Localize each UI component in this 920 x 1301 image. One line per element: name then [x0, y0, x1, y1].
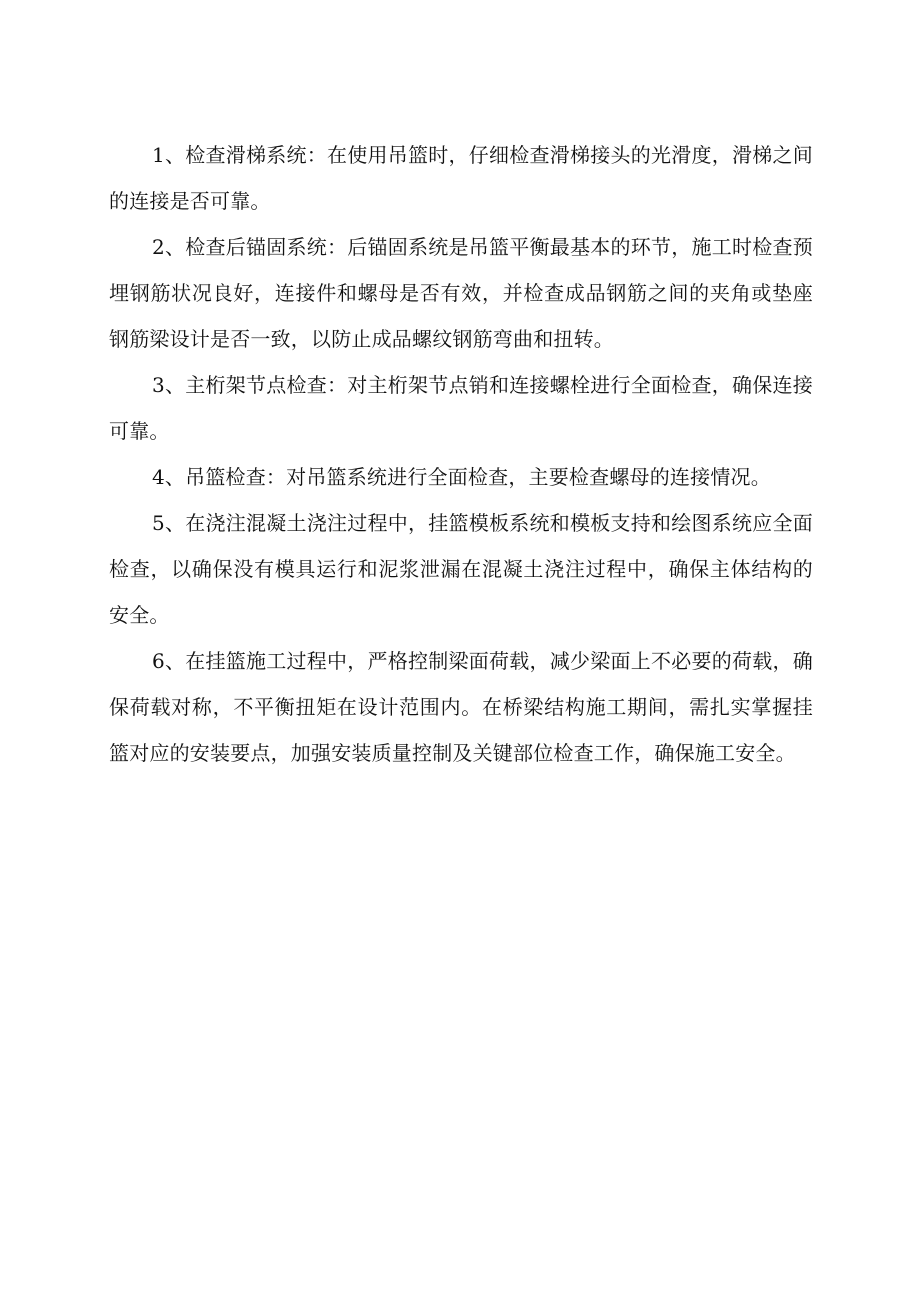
document-body: [109, 132, 813, 776]
paragraph-6: 6、在挂篮施工过程中，严格控制梁面荷载，减少梁面上不必要的荷载，确保荷载对称，不平衡扭矩在设计范围内。在桥梁结构施工期间，需扎实掌握挂篮对应的安装要点，加强安装质量控制及关键部位检查工作，确保施工安全。: [109, 649, 813, 765]
paragraph-4: 4、吊篮检查：对吊篮系统进行全面检查，主要检查螺母的连接情况。: [152, 465, 771, 489]
paragraph-1: 1、检查滑梯系统：在使用吊篮时，仔细检查滑梯接头的光滑度，滑梯之间的连接是否可靠。: [109, 143, 813, 213]
paragraph-3: 3、主桁架节点检查：对主桁架节点销和连接螺栓进行全面检查，确保连接可靠。: [109, 373, 813, 443]
paragraph-2: 2、检查后锚固系统：后锚固系统是吊篮平衡最基本的环节，施工时检查预埋钢筋状况良好，连接件和螺母是否有效，并检查成品钢筋之间的夹角或垫座钢筋梁设计是否一致，以防止成品螺纹钢筋弯曲和扭转。: [109, 235, 813, 351]
paragraph-5: 5、在浇注混凝土浇注过程中，挂篮模板系统和模板支持和绘图系统应全面检查，以确保没有模具运行和泥浆泄漏在混凝土浇注过程中，确保主体结构的安全。: [109, 511, 813, 627]
